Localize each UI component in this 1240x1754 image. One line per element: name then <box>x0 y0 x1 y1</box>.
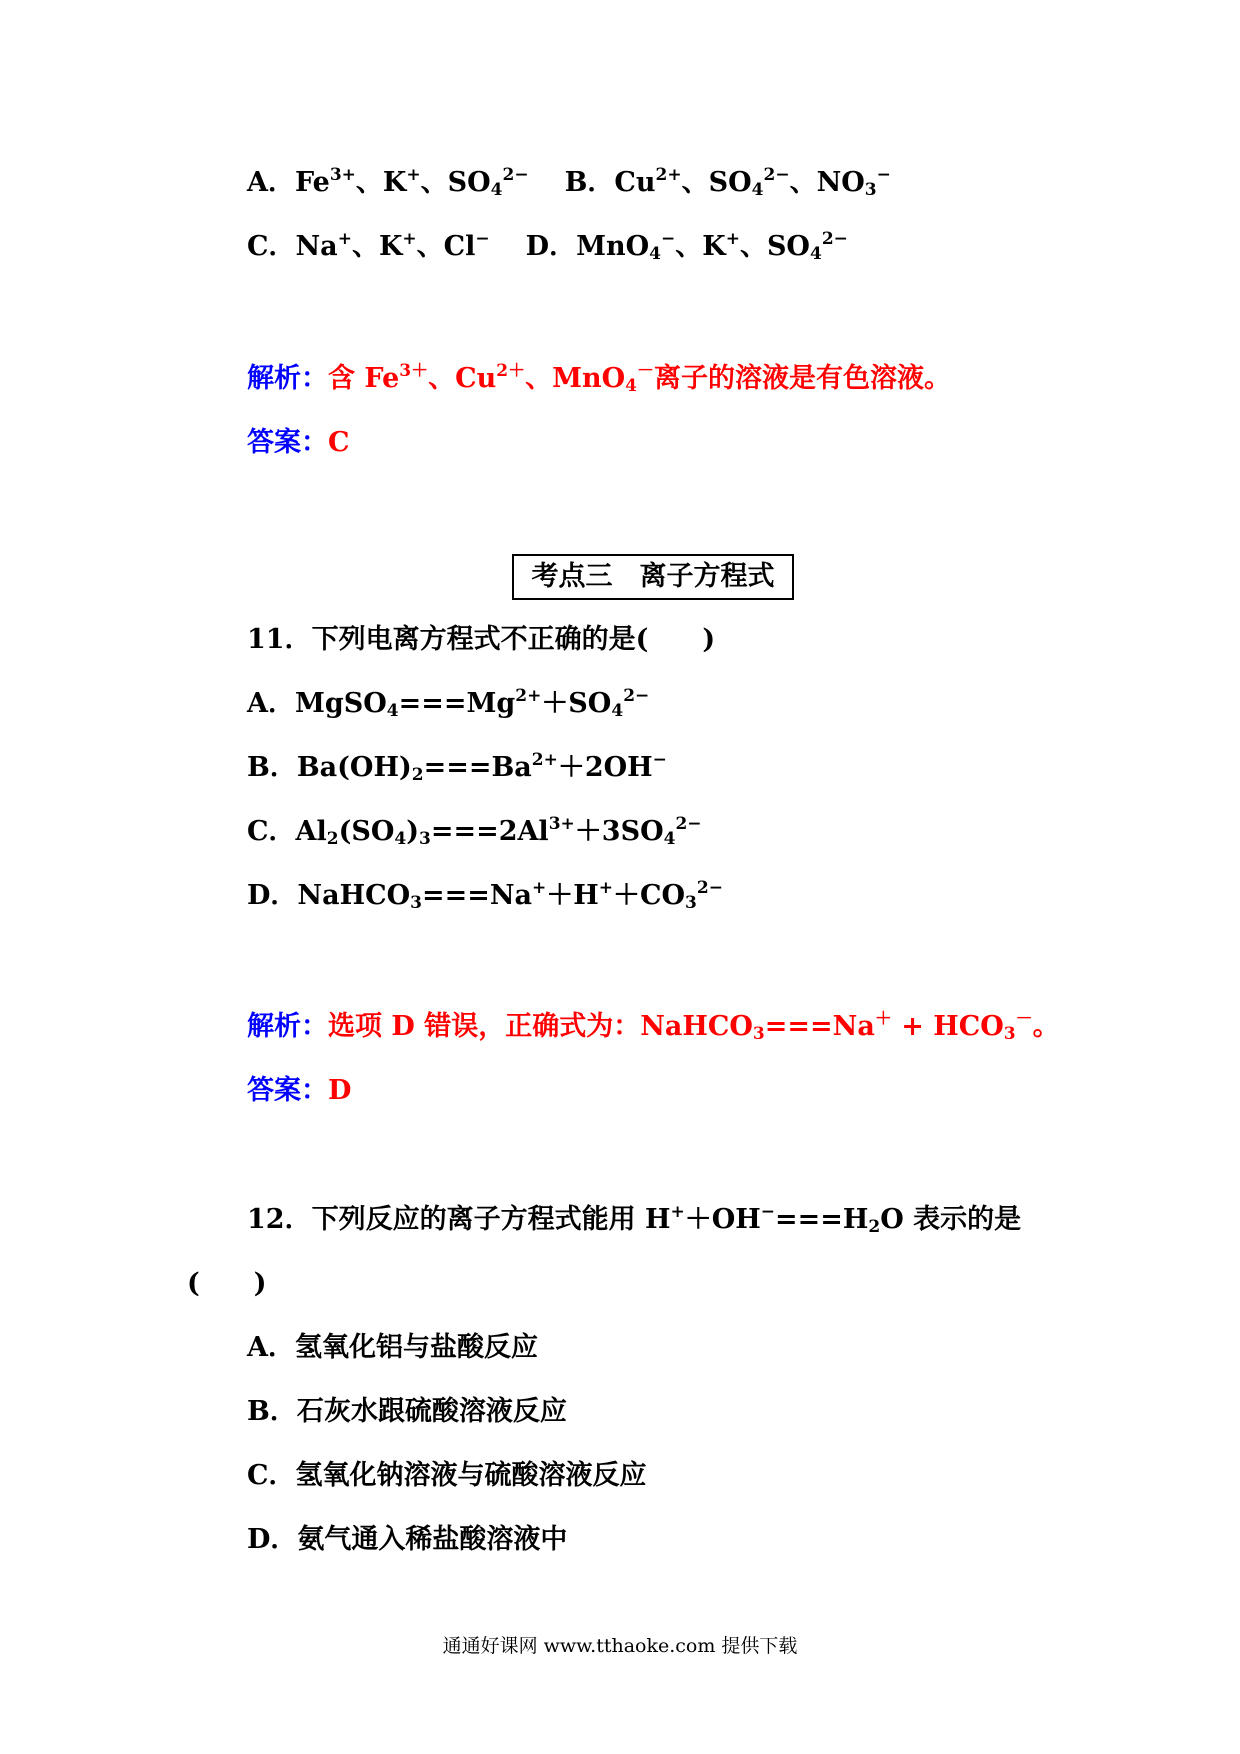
q10-options-ab: A．$Fe^{3+}$、K+、$SO_4^{2-}$ B．$Cu^{2+}$、$SO_4^{2-}$、$NO_3^-$ <box>247 165 891 200</box>
q11-stem: 11．下列电离方程式不正确的是( ) <box>247 624 716 655</box>
q10-answer: 答案：C <box>247 427 350 458</box>
q12-answer-blank: ( ) <box>187 1268 267 1299</box>
section-title: 考点三 离子方程式 <box>512 554 794 600</box>
q12-option-a: A．氢氧化铝与盐酸反应 <box>247 1332 538 1363</box>
q12-option-b: B．石灰水跟硫酸溶液反应 <box>247 1396 567 1427</box>
page-footer: 通通好课网 www.tthaoke.com 提供下载 <box>442 1635 798 1657</box>
q11-option-b: B．$Ba(OH)_2===Ba^{2+}+2OH^-$ <box>247 750 667 785</box>
q11-option-c: C．$Al_2(SO_4)_3===2Al^{3+}+3SO_4^{2-}$ <box>247 814 702 849</box>
q12-option-c: C．氢氧化钠溶液与硫酸溶液反应 <box>247 1460 647 1491</box>
q10-analysis: 解析：含 $Fe^{3+}$、$Cu^{2+}$、MnO$_4$－离子的溶液是有色溶液。 <box>247 361 951 396</box>
q11-analysis: 解析：选项 D 错误，正确式为：NaHCO$_3$===Na＋ + $HCO_3^-$。 <box>247 1009 1060 1044</box>
q11-answer: 答案：D <box>247 1075 352 1106</box>
q11-option-d: D．$NaHCO_3===Na^++H^++CO_3^{2-}$ <box>247 878 723 913</box>
q12-option-d: D．氨气通入稀盐酸溶液中 <box>247 1524 568 1555</box>
q11-option-a: A．$MgSO_4===Mg^{2+}+SO_4^{2-}$ <box>247 686 650 721</box>
q12-stem: 12．下列反应的离子方程式能用 $H^++OH^-===H_2O$ 表示的是 <box>247 1202 1022 1237</box>
q10-options-cd: C．Na+、K+、Cl− D．MnO$_4$−、K+、$SO_4^{2-}$ <box>247 229 848 264</box>
